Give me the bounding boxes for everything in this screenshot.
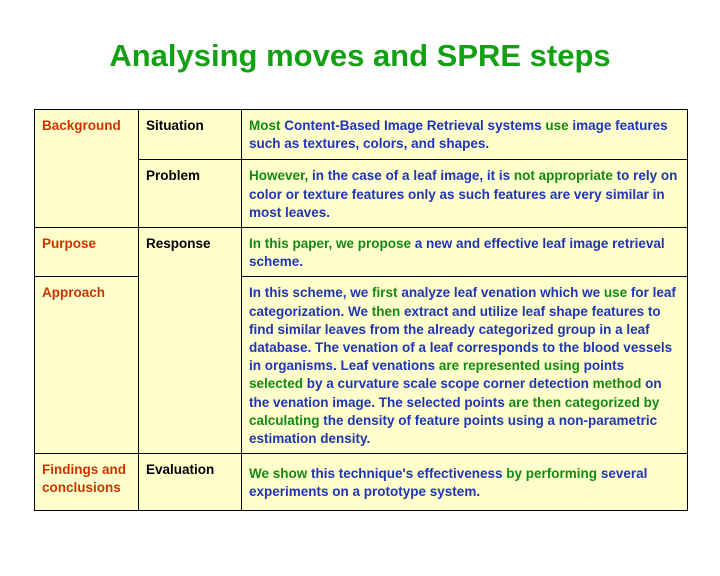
description-segment: extract and utilize leaf shape features to find similar leaves from the already categorized group in a leaf database. The venation of a leaf corresponds to the blood vessels in organisms. Leaf venations bbox=[249, 303, 673, 374]
description-segment: In this paper, we propose bbox=[249, 236, 412, 252]
description-segment: a new and effective leaf image retrieval scheme. bbox=[249, 236, 665, 270]
description-segment: image features such as textures, colors, and shapes. bbox=[249, 118, 668, 152]
description-segment: by a curvature scale scope corner detection bbox=[303, 376, 593, 392]
move-cell-approach: Approach bbox=[35, 277, 139, 454]
description-segment: for leaf categorization. We bbox=[249, 285, 676, 319]
description-segment: the density of feature points using a non-parametric estimation density. bbox=[249, 412, 658, 447]
description-segment: use bbox=[545, 118, 569, 133]
move-cell-purpose: Purpose bbox=[35, 228, 139, 277]
description-segment: are represented using bbox=[438, 358, 580, 374]
move-cell-findings: Findings and conclusions bbox=[35, 454, 139, 510]
table-row bbox=[35, 277, 688, 454]
description-segment: Content-Based Image Retrieval systems bbox=[280, 118, 546, 133]
step-cell-evaluation: Evaluation bbox=[139, 454, 242, 510]
description-segment: in the case of a leaf image, it is bbox=[308, 168, 514, 184]
description-segment: on the venation image. The selected points bbox=[249, 376, 662, 410]
step-cell-problem: Problem bbox=[139, 160, 242, 228]
description-segment: analyze leaf venation which we bbox=[397, 285, 604, 301]
description-segment: by performing bbox=[506, 466, 598, 482]
description-cell bbox=[242, 160, 688, 228]
description-segment: selected bbox=[249, 376, 304, 392]
description-segment: use bbox=[603, 285, 628, 301]
moves-steps-table bbox=[34, 109, 688, 511]
description-segment: to rely on color or texture features only as such features are very similar in most leaves. bbox=[249, 168, 678, 220]
table-row bbox=[35, 110, 688, 160]
description-segment: points bbox=[579, 358, 625, 374]
description-segment: method bbox=[592, 376, 642, 392]
description-segment: Most bbox=[249, 118, 281, 133]
description-cell bbox=[242, 110, 688, 160]
description-cell bbox=[242, 454, 688, 510]
page-title: Analysing moves and SPRE steps bbox=[109, 38, 611, 73]
step-cell-situation: Situation bbox=[139, 110, 242, 160]
table-row bbox=[35, 454, 688, 510]
description-segment: We show bbox=[249, 466, 308, 482]
description-segment: are then categorized by calculating bbox=[249, 394, 660, 428]
description-segment: However, bbox=[249, 168, 309, 184]
description-segment: first bbox=[372, 285, 398, 301]
description-segment: then bbox=[371, 303, 401, 319]
description-cell bbox=[242, 277, 688, 454]
step-cell-response: Response bbox=[139, 228, 242, 454]
description-segment: this technique's effectiveness bbox=[307, 466, 507, 482]
description-cell bbox=[242, 228, 688, 277]
description-segment: not appropriate bbox=[513, 168, 613, 184]
description-segment: In this scheme, we bbox=[249, 285, 373, 301]
table-row bbox=[35, 228, 688, 277]
move-cell-background: Background bbox=[35, 110, 139, 228]
description-segment: several experiments on a prototype system. bbox=[249, 466, 648, 500]
